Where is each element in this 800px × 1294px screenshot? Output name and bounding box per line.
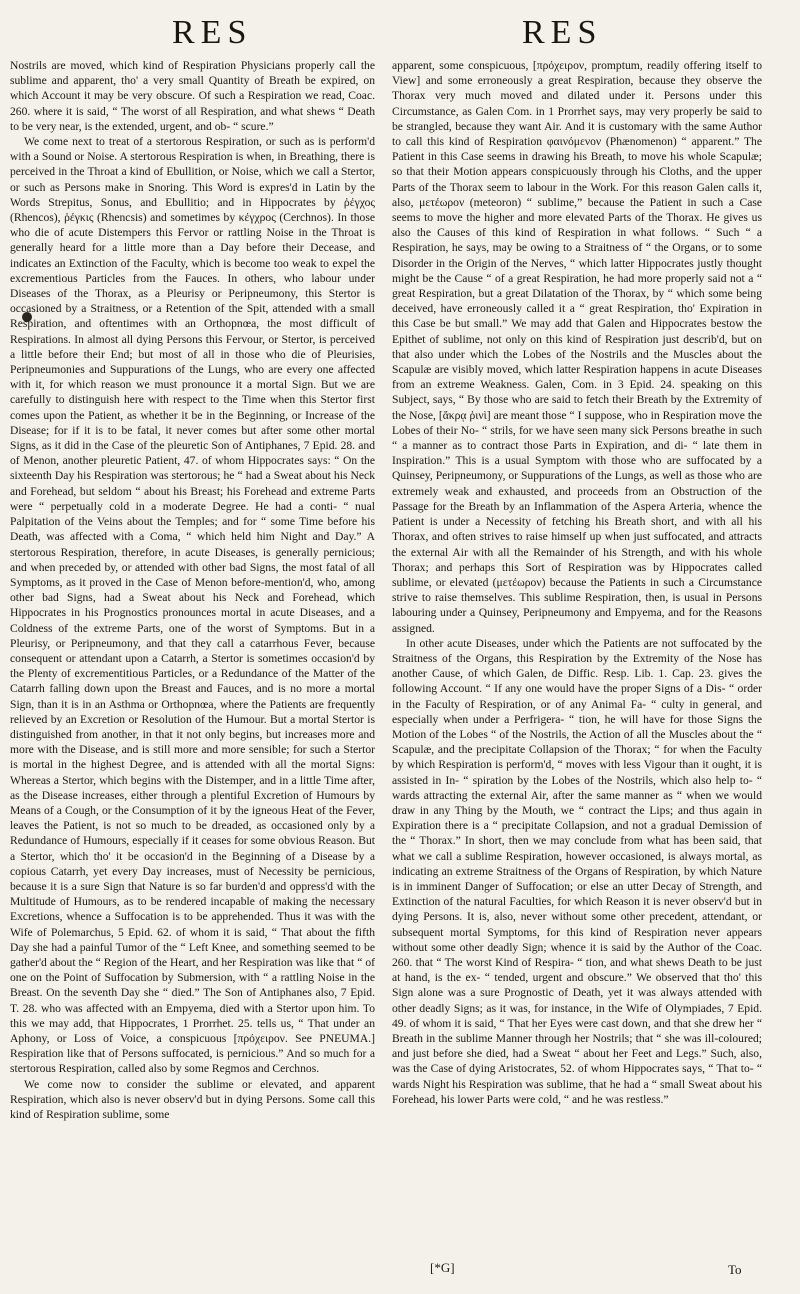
paragraph: We come now to consider the sublime or elevated, and apparent Respiration, which also is never observ'd but in dying Persons. Some call this kind of Respiration sublime, some	[10, 1077, 375, 1122]
running-header	[0, 14, 800, 60]
right-column	[392, 58, 762, 1107]
paragraph: apparent, some conspicuous, [πρόχειρον, promptum, readily offering itself to View] and some erroneously a great Respiration, because they observe the Thorax very much moved and dilated under it. Persons under this Circumstance, as Galen Com. in 1 Prorrhet says, may very properly be said to be strangled, because they want Air. And it is customary with the same Author to call this kind of Respiration φαινόμενον (Phænomenon) “ apparent.” The Patient in this Case seems in drawing his Breath, to move his whole Scapulæ; so that their Motion appears conspicuously through his Cloths, and the upper Parts of the Thorax seem to labour in the Work. For this reason Galen calls it, also, μετέωρον (meteoron) “ sublime,” because the Patient in such a Case seems to move the higher and more elevated Parts of the Thorax. He gives us also the Causes of this kind of Respiration in what follows. “ Such “ a Respiration, he says, may be owing to a Straitness of “ the Organs, or to some Disorder in the Origin of the Nerves, “ which latter Hippocrates justly thought might be the Cause “ of a great Respiration, he had more properly said not a “ great Respiration, but a great Dilatation of the Thorax, by “ which some being deceived, have erroneously called it a “ great Respiration, tho' Expiration in this Case be but small.” We may add that Galen and Hippocrates bestow the Epithet of sublime, not only on this kind of Respiration just describ'd, but on that also under which the Lobes of the Nostrils and the Muscles about the Scapulæ are visibly moved, which latter Respiration happens in acute Diseases from an extreme Weakness. Galen, Com. in 3 Epid. 24. speaking on this Subject, says, “ By those who are said to fetch their Breath by the Extremity of the Nose, [ἄκρᾳ ῥινὶ] are meant those “ I suppose, who in Respiration move the Lobes of their No- “ strils, for we have seen many sick Persons breathe in such “ a manner as to contract those Parts in Expiration, and di- “ late them in Inspiration.” This is a usual Symptom with those who are suffocated by a Quinsey, Peripneumony, or Suppurations of the Lungs, as well as those who are extremely weak and exhausted, and proceeds from an Obstruction of the Passage for the Breath by an Inflammation of the Aspera Arteria, whence the Patient is under a Necessity of fetching his Breath short, and with all his Thorax, and often strives to raise himself up when just suffocated, and attracts the external Air with all the Remainder of his Strength, and with his whole Thorax; and perhaps this Sort of Respiration was by Hippocrates called sublime, or elevated (μετέωρον) because the Patients in such a Circumstance strive to raise themselves. This sublime Respiration, then, is usual in Persons labouring under a Quinsey, Peripneumony and Empyema, and for the Reasons assigned.	[392, 59, 762, 635]
header-left-title: RES	[172, 14, 253, 51]
left-column	[10, 58, 375, 1122]
header-right-title: RES	[522, 14, 603, 51]
paragraph: Nostrils are moved, which kind of Respiration Physicians properly call the sublime and apparent, tho' a very small Quantity of Breath be expired, on which Account it may be very obscure. Of such a Respiration we read, Coac. 260. where it is said, “ The worst of all Respiration, and what shews “ Death to be very near, is the extended, urgent, and ob- “ scure.”	[10, 59, 375, 133]
paragraph: In other acute Diseases, under which the Patients are not suffocated by the Straitness of the Organs, this Respiration by the Extremity of the Nose has another Cause, of which Galen, de Diffic. Resp. Lib. 1. Cap. 23. gives the following Account. “ If any one would have the proper Signs of a Dis- “ order in the Faculty of Respiration, or of any Animal Fa- “ culty in general, and especially when under a Perfrigera- “ tion, he will have for those Signs the Motion of the Lobes “ of the Nostrils, the Action of all the Muscles about the “ Scapulæ, and the precipitate Collapsion of the Thorax; “ for when the Faculty by which Respiration is perform'd, “ moves with less Vigour than it ought, it is assisted in In- “ spiration by the Lobes of the Nostrils, which also help to- “ wards attracting the external Air, after the same manner as “ when we would draw in any Thing by the Mouth, we “ contract the Lips; and thus again in Expiration there is a “ precipitate Collapsion, and not a gradual Demission of the “ Thorax.” In short, then we may conclude from what has been said, that what we call a sublime Respiration, however occasioned, is always mortal, as indicating an extreme Straitness of the Organs of Respiration, by which Nature is in imminent Danger of Suffocation; or else an utter Decay of Strength, and Extinction of the natural Faculties, for which Reason it is never observ'd but in dying Persons. It is, also, never without some other precedent, attendant, or subsequent mortal Symptoms, for this kind of Respiration never appears without some other deadly Sign; whence it is said by the Author of the Coac. 260. that “ The worst Kind of Respira- “ tion, and what shews Death to be just at hand, is the ex- “ tended, urgent and obscure.” We observed that tho' this Sign alone was a sure Prognostic of Death, yet it was always attended with other deadly Signs; as it was, for instance, in the Wife of Olympiades, 7 Epid. 49. of whom it is said, “ That her Eyes were cast down, and that she drew her “ Breath in the sublime Manner through her Nostrils; that “ she was ill-coloured; and just before she died, had a Sweat “ about her Feet and Legs.” Such, also, was the Case of dying Aristocrates, 52. of whom Hippocrates says, “ That to- “ wards Night his Respiration was sublime, that he had a “ small Sweat about his Forehead, his lower Parts were cold, “ and he was restless.”	[392, 636, 762, 1106]
signature-mark: [*G]	[430, 1260, 455, 1275]
catchword: To	[728, 1262, 742, 1277]
paragraph: We come next to treat of a stertorous Respiration, or such as is perform'd with a Sound or Noise. A stertorous Respiration is when, in Breathing, there is perceived in the Throat a kind of Ebullition, or Noise, which we call a Stertor, or such as Persons make in Snoring. This Word is expres'd in Latin by the Words Strepitus, Sonus, and Ebullitio; and in Hippocrates by ῥέγχος (Rhencos), ῥέγκις (Rhencsis) and sometimes by κέγχρος (Cerchnos). In those who die of acute Distempers this Fervor or rattling Noise in the Throat is generally heard for a little more than a Day before their Decease, and indicates an Extinction of the Faculty, which is become too weak to expel the excrementious Particles from the Fauces. In others, who labour under Diseases of the Thorax, as a Pleurisy or Peripneumony, this Stertor is occasioned by a Straitness, or a Retention of the Spit, attended with a small Respiration, and oftentimes with an Orthopnœa, the most difficult of Respirations. In almost all dying Persons this Fervour, or Stertor, is perceived a little before their End; but most of all in those who die of Pleurisies, Peripneumonies and Suppurations of the Lungs, who are every one affected with it, for which reason we must pronounce it a mortal Sign. But we are carefully to distinguish here with respect to the Time when this Stertor first comes upon the Patient, as whether it be in the Beginning, or Increase of the Disease; for if it is to be fatal, it never comes but after some other mortal Signs, as it did in the Case of the pleuretic Son of Antiphanes, 7 Epid. 28. and of Menon, another pleuretic Patient, 47. of whom Hippocrates says: “ On the sixteenth Day his Respiration was stertorous; he “ had a Sweat about his Neck and Forehead, but seldom “ about his Breast; his Forehead and extreme Parts were “ perpetually cold in a moderate Degree. He had a conti- “ nual Palpitation of the Veins about the Temples; and for “ some Time before his Death, was affected with a Coma, “ which held him Night and Day.” A stertorous Respiration, therefore, in acute Diseases, is generally pernicious; and when preceded by, or attended with other bad Signs, the most fatal of all Symptoms, as it proved in the Case of Menon before-mention'd, who, among other bad Signs, had a Sweat about his Neck and Forehead, which Hippocrates in his Prognostics pronounces mortal in acute Diseases, and a Coldness of the extreme Parts, one of the worst of Symptoms. But in a Pleurisy, or Peripneumony, and that they call a catarrhous Fever, because consequent or attendant upon a Catarrh, a Stertor is sometimes occasion'd by the Plenty of excrementitious Particles, or a Redundance of the Matter of the Catarrh falling down upon the Breast and Fauces, and is no more a mortal Sign, than it is in an Asthma or Orthopnœa, where the Patients are frequently relieved by an Excretion or Resolution of the Humour. But a mortal Stertor is distinguished from another, in that it not only begins, but increases more and more with the Disease, and is still more and more sensible; for such a Stertor is mortal in the highest Degree, and is attended with all the mortal Signs: Whereas a Stertor, which begins with the Distemper, and in a little Time after, as the Disease increases, either through a plentiful Excretion of Humours by Means of a Cough, or the Consumption of it by the igneous Heat of the Fever, leaves the Patient, is not so much to be dreaded, as occasioned only by a Redundance of Humours, especially if it ceases for some obvious Reason. But a Stertor, which tho' it be occasion'd in the Beginning of a Disease by a copious Catarrh, yet every Day increases, must of Necessity be pernicious, because it is a sure Sign that Nature is so far burden'd and oppress'd with the Multitude of Humours, as to be rendered incapable of making the necessary Excretions, whence a Suffocation is to be apprehended. Thus it was with the Wife of Polemarchus, 5 Epid. 62. of whom it is said, “ That about the fifth Day she had a painful Tumor of the “ Left Knee, and something seemed to be gather'd about the “ Region of the Heart, and her Respiration was like that “ of one on the Point of Suffocation by Submersion, with “ a rattling Noise in the Breast. On the seventh Day she “ died.” The Son of Antiphanes also, 7 Epid. T. 28. who was affected with an Empyema, died with a Stertor upon him. To this we may add, that Hippocrates, 1 Prorrhet. 25. tells us, “ That under an Aphony, or Loss of Voice, a conspicuous [πρόχειρον. See PNEUMA.] Respiration like that of Persons suffocated, is pernicious.” And so much for a stertorous Respiration, called also by some Regmos and Cerchnos.	[10, 135, 375, 1076]
